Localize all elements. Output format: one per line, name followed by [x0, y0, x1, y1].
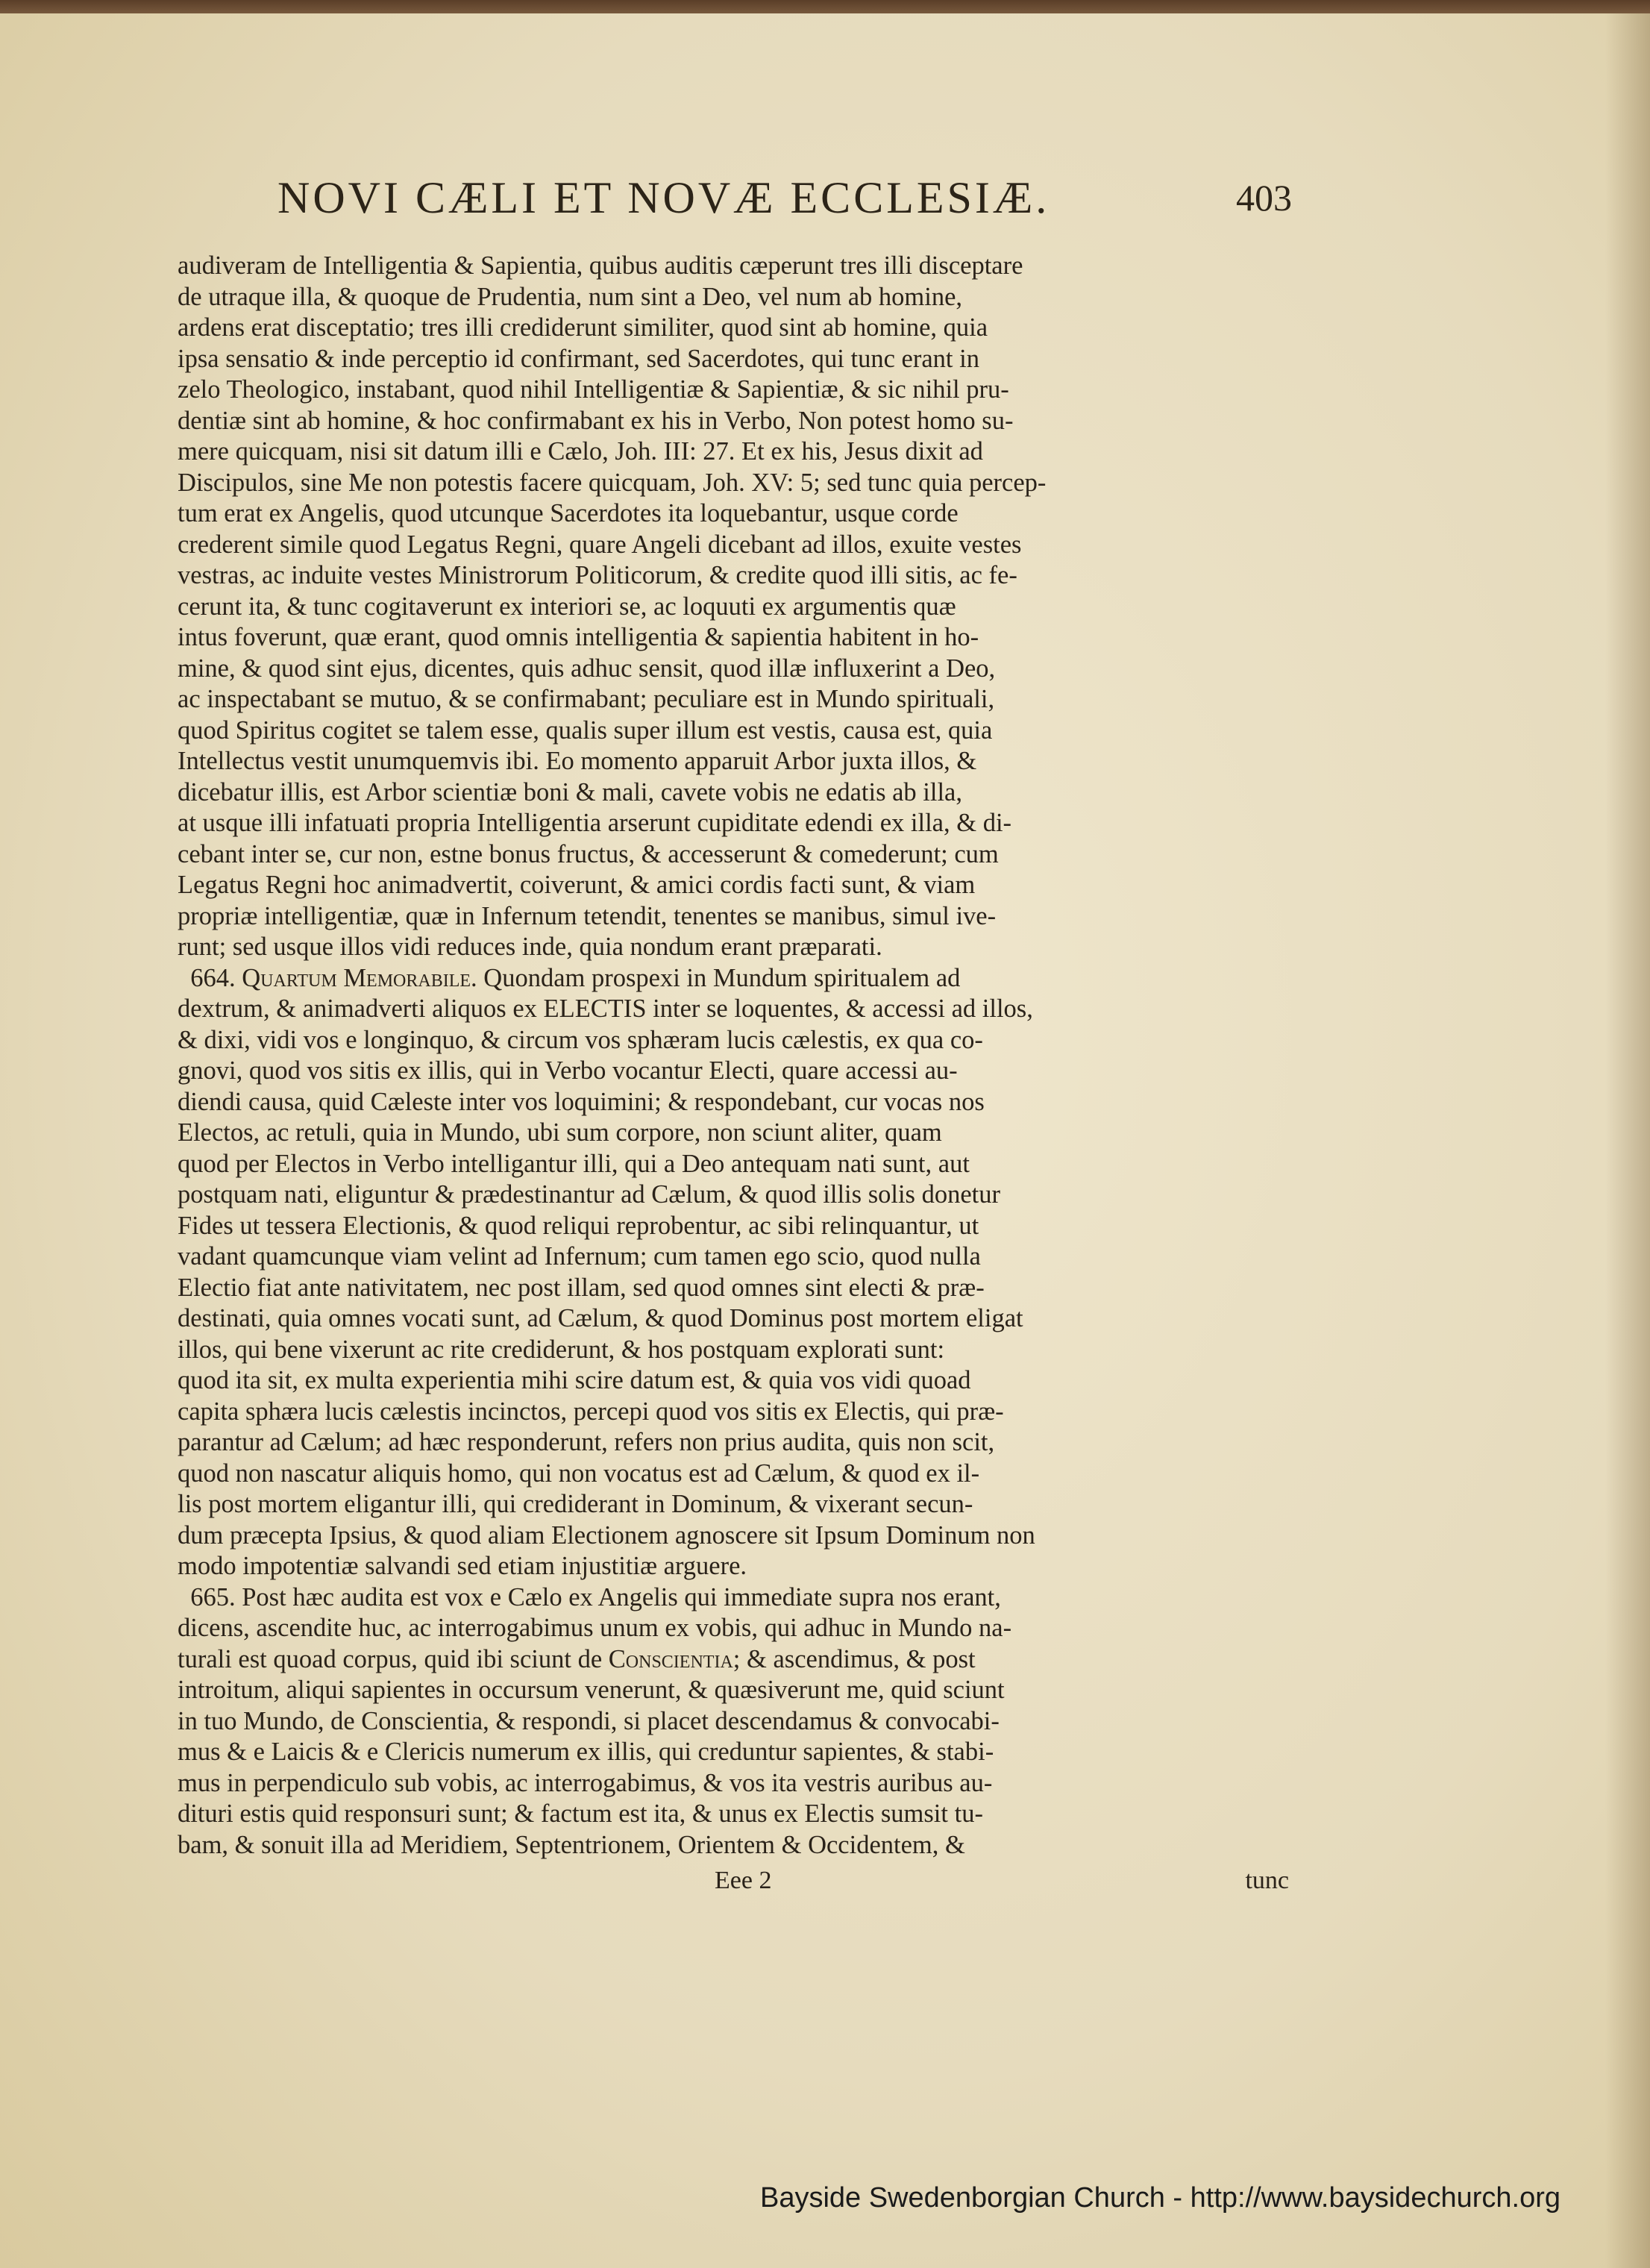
text-line: parantur ad Cælum; ad hæc responderunt, refers non prius audita, quis non scit, [178, 1428, 995, 1456]
text-line: propriæ intelligentiæ, quæ in Infernum tetendit, tenentes se manibus, simul ive- [178, 901, 997, 930]
text-line: ac inspectabant se mutuo, & se confirmabant; peculiare est in Mundo spirituali, [178, 685, 995, 713]
text-line: gnovi, quod vos sitis ex illis, qui in Verbo vocantur Electi, quare accessi au- [178, 1056, 958, 1085]
text-line: quod ita sit, ex multa experientia mihi scire datum est, & quia vos vidi quoad [178, 1366, 971, 1394]
paragraph-664 [178, 994, 1289, 1582]
section-heading: Quartum Memorabile. [242, 963, 477, 992]
text-line: Discipulos, sine Me non potestis facere quicquam, Joh. XV: 5; sed tunc quia percep- [178, 468, 1047, 497]
paragraph-text: Post hæc audita est vox e Cælo ex Angelis qui immediate supra nos erant, [242, 1582, 1001, 1611]
text-line: Legatus Regni hoc animadvertit, coiverunt, & amici cordis facti sunt, & viam [178, 871, 976, 899]
signature-mark: Eee 2 [715, 1867, 772, 1894]
text-line: dextrum, & animadverti aliquos ex ELECTIS inter se loquentes, & accessi ad illos, [178, 994, 1033, 1023]
text-line: cerunt ita, & tunc cogitaverunt ex interiori se, ac loquuti ex argumentis quæ [178, 592, 956, 621]
body-text [178, 251, 1289, 1870]
text-line: & dixi, vidi vos e longinquo, & circum vos sphæram lucis cælestis, ex qua co- [178, 1025, 983, 1054]
paragraph-number: 664. [190, 963, 236, 992]
book-page [0, 13, 1650, 2268]
text-line: dituri estis quid responsuri sunt; & factum est ita, & unus ex Electis sumsit tu- [178, 1799, 983, 1828]
text-line: crederent simile quod Legatus Regni, quare Angeli dicebant ad illos, exuite vestes [178, 530, 1022, 559]
text-line: ardens erat disceptatio; tres illi crediderunt similiter, quod sint ab homine, quia [178, 313, 988, 342]
keyword-conscientia: Conscientia [608, 1644, 733, 1673]
page-header [277, 172, 1292, 224]
text-line: quod non nascatur aliquis homo, qui non vocatus est ad Cælum, & quod ex il- [178, 1459, 980, 1488]
paragraph-664-opening [178, 963, 1289, 994]
paragraph-line: dicens, ascendite huc, ac interrogabimus unum ex vobis, qui adhuc in Mundo na- [178, 1614, 1012, 1642]
text-line: de utraque illa, & quoque de Prudentia, num sint a Deo, vel num ab homine, [178, 282, 963, 311]
text-line: Fides ut tessera Electionis, & quod reliqui reprobentur, ac sibi relinquantur, ut [178, 1211, 979, 1240]
text-line: capita sphæra lucis cælestis incinctos, percepi quod vos sitis ex Electis, qui præ- [178, 1397, 1004, 1426]
text-line: cebant inter se, cur non, estne bonus fructus, & accesserunt & comederunt; cum [178, 839, 999, 868]
paragraph-665-opening [178, 1582, 1289, 1614]
line-text: turali est quoad corpus, quid ibi sciunt de [178, 1644, 603, 1673]
text-line: dentiæ sint ab homine, & hoc confirmabant ex his in Verbo, Non potest homo su- [178, 406, 1014, 435]
text-line: Electio fiat ante nativitatem, nec post illam, sed quod omnes sint electi & præ- [178, 1273, 985, 1302]
paragraph-line [178, 1644, 1289, 1676]
text-line: mere quicquam, nisi sit datum illi e Cælo, Joh. III: 27. Et ex his, Jesus dixit ad [178, 437, 983, 466]
text-line: modo impotentiæ salvandi sed etiam injustitiæ arguere. [178, 1552, 747, 1580]
text-line: audiveram de Intelligentia & Sapientia, quibus auditis cæperunt tres illi disceptare [178, 251, 1023, 280]
text-line: lis post mortem eligantur illi, qui crediderant in Dominum, & vixerant secun- [178, 1490, 973, 1518]
page-number: 403 [1236, 177, 1292, 219]
paragraph-663-continuation [178, 251, 1289, 963]
text-line: Intellectus vestit unumquemvis ibi. Eo momento apparuit Arbor juxta illos, & [178, 747, 977, 775]
text-line: destinati, quia omnes vocati sunt, ad Cælum, & quod Dominus post mortem eligat [178, 1304, 1023, 1332]
text-line: in tuo Mundo, de Conscientia, & respondi, si placet descendamus & convocabi- [178, 1706, 1000, 1735]
text-line: runt; sed usque illos vidi reduces inde, quia nondum erant præparati. [178, 933, 882, 961]
catchword: tunc [1245, 1867, 1289, 1894]
watermark-text: Bayside Swedenborgian Church - http://www.baysidechurch.org [759, 2182, 1560, 2214]
text-line: Electos, ac retuli, quia in Mundo, ubi sum corpore, non sciunt aliter, quam [178, 1118, 942, 1147]
text-line: dum præcepta Ipsius, & quod aliam Electionem agnoscere sit Ipsum Dominum non [178, 1520, 1035, 1550]
running-title: NOVI CÆLI ET NOVÆ ECCLESIÆ. [277, 173, 1050, 222]
text-line: illos, qui bene vixerunt ac rite crediderunt, & hos postquam explorati sunt: [178, 1335, 945, 1364]
line-text: ; & ascendimus, & post [733, 1644, 976, 1673]
paragraph-text: Quondam prospexi in Mundum spiritualem ad [483, 963, 961, 992]
page-footer [178, 1867, 1289, 1904]
paragraph-number: 665. [190, 1582, 236, 1611]
text-line: mine, & quod sint ejus, dicentes, quis adhuc sensit, quod illæ influxerint a Deo, [178, 654, 996, 683]
text-line: zelo Theologico, instabant, quod nihil Intelligentiæ & Sapientiæ, & sic nihil pru- [178, 375, 1009, 404]
text-line: quod Spiritus cogitet se talem esse, qualis super illum est vestis, causa est, quia [178, 715, 993, 745]
paragraph-665 [178, 1675, 1289, 1861]
text-line: ipsa sensatio & inde perceptio id confirmant, sed Sacerdotes, qui tunc erant in [178, 344, 979, 373]
text-line: mus & e Laicis & e Clericis numerum ex illis, qui creduntur sapientes, & stabi- [178, 1738, 994, 1766]
text-line: at usque illi infatuati propria Intelligentia arserunt cupiditate edendi ex illa, & di- [178, 809, 1012, 837]
text-line: postquam nati, eliguntur & prædestinantur ad Cælum, & quod illis solis donetur [178, 1180, 1000, 1209]
text-line: diendi causa, quid Cæleste inter vos loquimini; & respondebant, cur vocas nos [178, 1087, 985, 1116]
text-line: tum erat ex Angelis, quod utcunque Sacerdotes ita loquebantur, usque corde [178, 499, 959, 527]
text-line: intus foverunt, quæ erant, quod omnis intelligentia & sapientia habitent in ho- [178, 623, 979, 651]
text-line: quod per Electos in Verbo intelligantur illi, qui a Deo antequam nati sunt, aut [178, 1149, 970, 1178]
text-line: mus in perpendiculo sub vobis, ac interrogabimus, & vos ita vestris auribus au- [178, 1768, 993, 1797]
text-line: bam, & sonuit illa ad Meridiem, Septentrionem, Orientem & Occidentem, & [178, 1830, 965, 1859]
text-line: vestras, ac induite vestes Ministrorum Politicorum, & credite quod illi sitis, ac fe- [178, 561, 1017, 589]
text-line: dicebatur illis, est Arbor scientiæ boni & mali, cavete vobis ne edatis ab illa, [178, 777, 962, 806]
text-line: vadant quamcunque viam velint ad Infernum; cum tamen ego scio, quod nulla [178, 1242, 981, 1271]
text-line: introitum, aliqui sapientes in occursum venerunt, & quæsiverunt me, quid sciunt [178, 1676, 1005, 1704]
